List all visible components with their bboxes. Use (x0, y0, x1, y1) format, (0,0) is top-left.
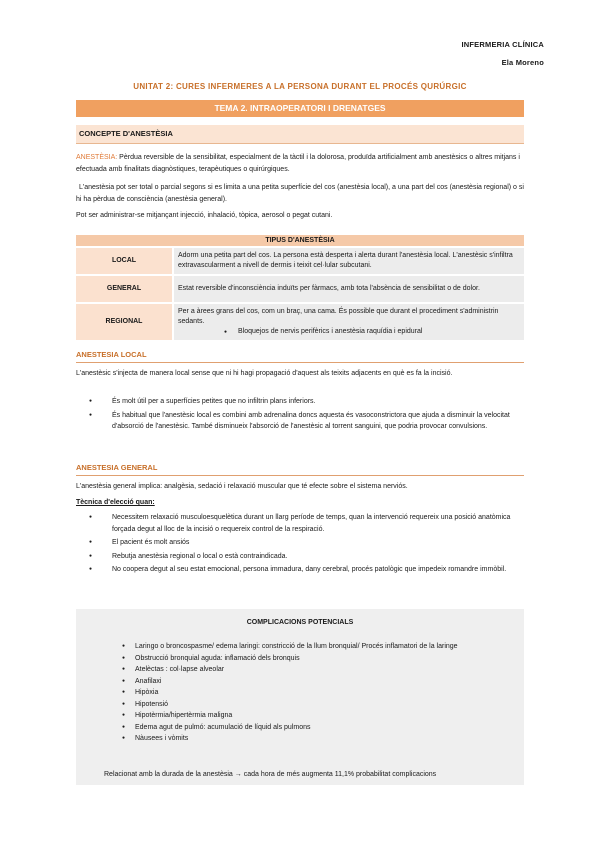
section-heading-local: ANESTESIA LOCAL (76, 350, 524, 363)
header-author: Ela Moreno (501, 58, 544, 67)
table-cell-type: REGIONAL (76, 303, 173, 340)
local-intro: L'anestèsic s'injecta de manera local sense que ni hi hagi propagació d'aquest als teixits adjacents en què es fa la incisió. (76, 370, 453, 377)
table-cell-desc-regional (173, 303, 524, 340)
table-cell-desc: Adorm una petita part del cos. La persona està desperta i alerta durant l'anestèsia local. L'anestèsic s'infiltra extravascularment a nivell de dermis i teixit cel·lular subcutani. (173, 247, 524, 275)
tecnica-label: Tècnica d'elecció quan: (76, 499, 155, 506)
tecnica-label-line (76, 497, 524, 509)
table-row (76, 247, 524, 275)
section-heading-general: ANESTESIA GENERAL (76, 463, 524, 476)
list-item: ● És habitual que l'anestèsic local es combini amb adrenalina doncs aquesta és vasoconstrictora que ajuda a disminuir la velocitat d'absorció de l'anestèsic. També disminueix l'absorció de l'anestèsic al torrent sanguini, que podria provocar convulsions. (76, 410, 524, 433)
list-item: ● Necessitem relaxació musculoesquelètica durant un llarg període de temps, quan la intervenció requereix una posició anatòmica forçada degut al lloc de la incisió o requereix control de la respiració. (76, 512, 524, 535)
complications-title: COMPLICACIONS POTENCIALS (246, 619, 354, 626)
list-item: ● Laringo o broncospasme/ edema laringi: constricció de la llum bronquial/ Procés inflamatori de la laringe (122, 641, 502, 653)
definition-paragraph (76, 152, 524, 175)
list-item: ● Nàusees i vòmits (122, 733, 502, 745)
list-item: ● Hipotensió (122, 699, 502, 711)
complications-box (76, 609, 524, 785)
general-bullets (76, 512, 524, 578)
complications-list (122, 641, 502, 745)
list-item: ● El pacient és molt ansiós (76, 537, 524, 549)
list-item: ● Hipotèrmia/hipertèrmia maligna (122, 710, 502, 722)
complications-footer: Relacionat amb la durada de la anestèsia → cada hora de més augmenta 11,1% probabilitat complicacions (104, 771, 437, 778)
list-item: ● Obstrucció bronquial aguda: inflamació dels bronquis (122, 653, 502, 665)
paragraph-administration: Pot ser administrar-se mitjançant injecció, inhalació, tòpica, aerosol o pegat cutani. (76, 212, 333, 219)
list-item: ● No coopera degut al seu estat emocional, persona immadura, dany cerebral, procés patològic que impedeix romandre immòbil. (76, 564, 524, 576)
table-cell-type: GENERAL (76, 275, 173, 303)
anesthesia-types-table (76, 235, 524, 340)
definition-text: Pèrdua reversible de la sensibilitat, especialment de la tàctil i la dolorosa, produïda artificialment amb anestèsics o altres mitjans i efectuada amb finalitats diagnòstiques, terapèutiques o quirúrgiques. (76, 154, 520, 173)
tema-title: TEMA 2. INTRAOPERATORI I DRENATGES (76, 100, 524, 117)
section-heading-concepte: CONCEPTE D'ANESTÈSIA (76, 125, 524, 144)
header-subject: INFERMERIA CLÍNICA (461, 40, 544, 49)
table-row (76, 303, 524, 340)
list-item: ● Hipòxia (122, 687, 502, 699)
list-item: ● Anafilaxi (122, 676, 502, 688)
table-cell-type: LOCAL (76, 247, 173, 275)
regional-desc: Per a àrees grans del cos, com un braç, una cama. És possible que durant el procediment s'administrin sedants. (178, 308, 499, 325)
regional-sub-bullet: ● Bloquejos de nervis perifèrics i anestèsia raquídia i epidural (214, 327, 520, 337)
list-item: ● És molt útil per a superfícies petites que no infiltrin plans inferiors. (76, 396, 524, 408)
table-cell-desc: Estat reversible d'inconsciència induïts per fàrmacs, amb tota l'absència de sensibilitat o de dolor. (173, 275, 524, 303)
list-item: ● Edema agut de pulmó: acumulació de líquid als pulmons (122, 722, 502, 734)
table-row (76, 275, 524, 303)
general-intro: L'anestèsia general implica: analgèsia, sedació i relaxació muscular que té efecte sobre el sistema nerviós. (76, 483, 408, 490)
definition-term: ANESTÈSIA: (76, 154, 118, 161)
paragraph-extent: L'anestèsia pot ser total o parcial segons si es limita a una petita superfície del cos (anestèsia local), a una part del cos (anestèsia regional) o si hi ha pèrdua de consciència (anestèsia general). (76, 184, 524, 203)
list-item: ● Atelèctas : col·lapse alveolar (122, 664, 502, 676)
local-bullets (76, 396, 524, 435)
unit-title: UNITAT 2: CURES INFERMERES A LA PERSONA DURANT EL PROCÉS QURÚRGIC (133, 82, 467, 91)
table-header: TIPUS D'ANESTÈSIA (76, 235, 524, 247)
list-item: ● Rebutja anestèsia regional o local o està contraindicada. (76, 551, 524, 563)
